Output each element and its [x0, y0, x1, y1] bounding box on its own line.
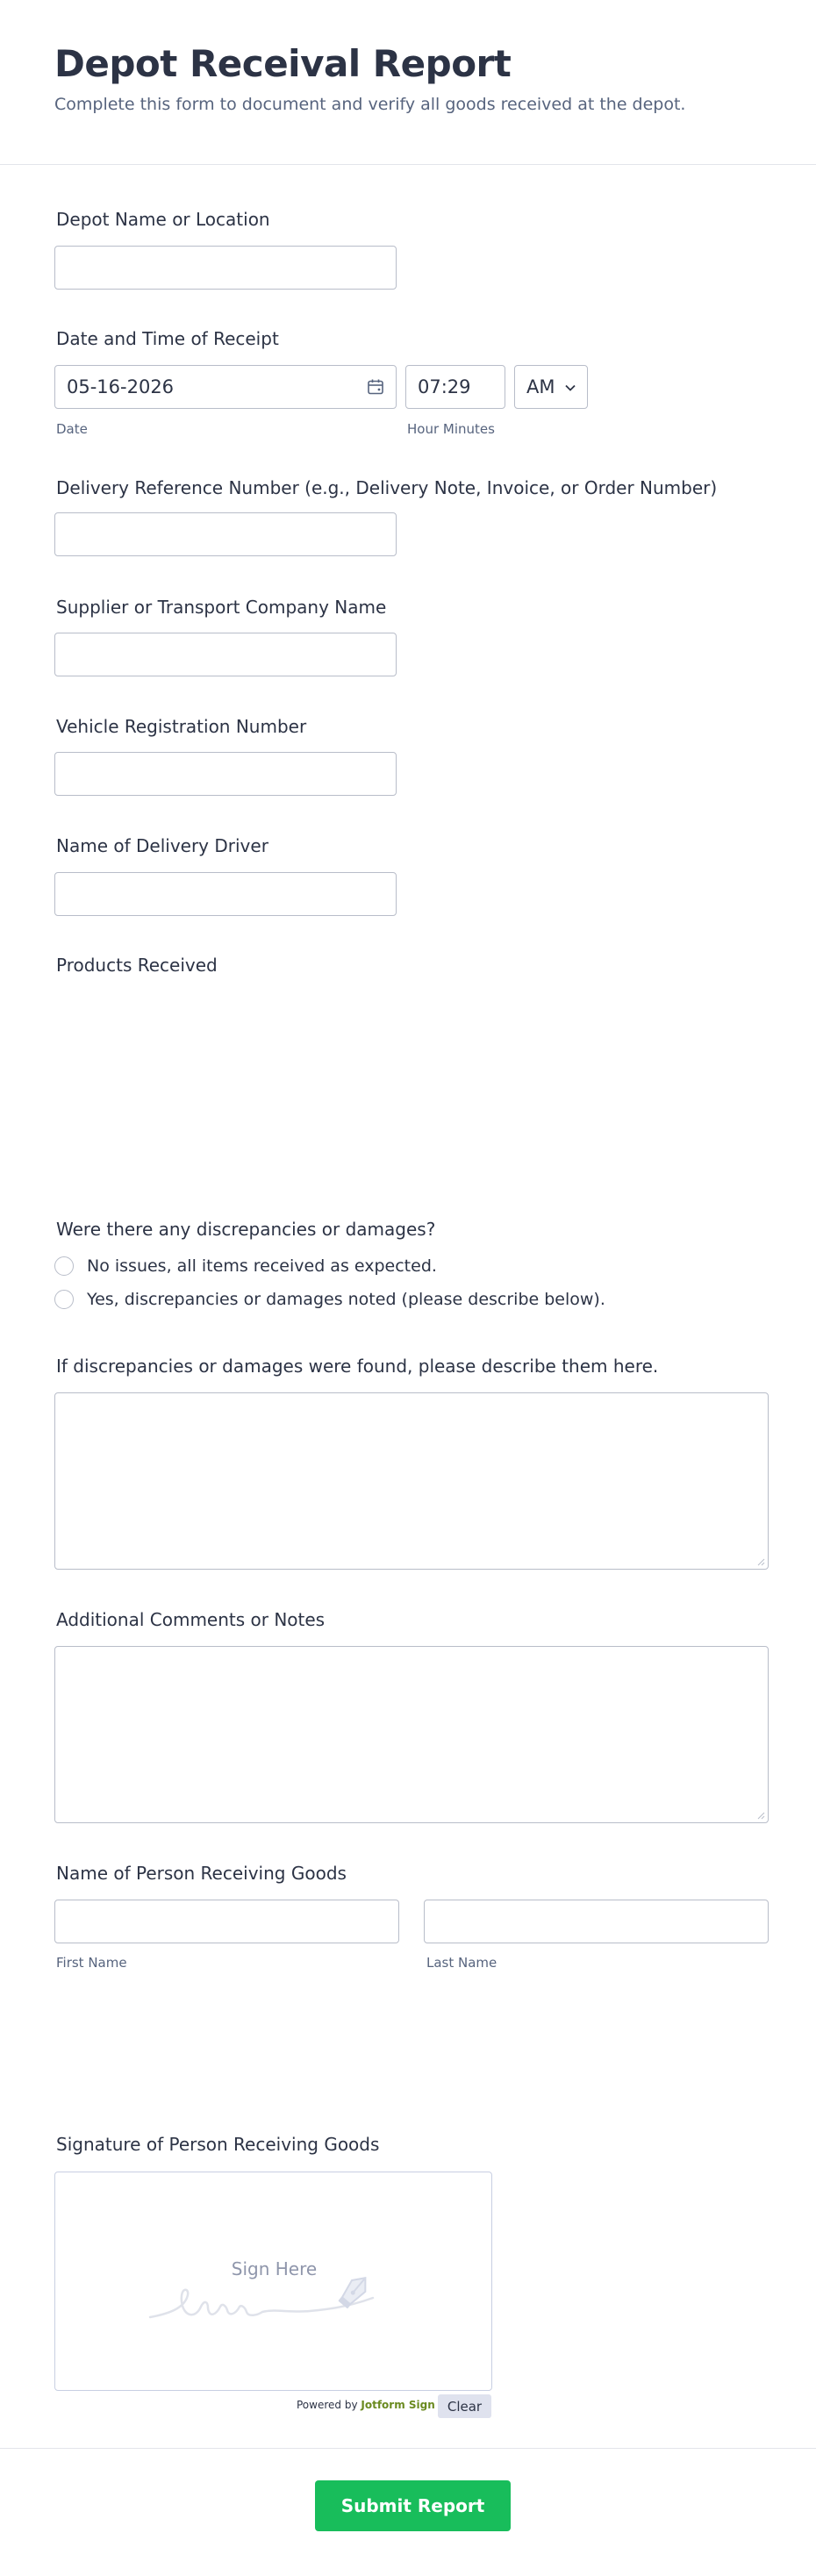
- chevron-down-icon: [564, 381, 576, 397]
- delivery-ref-input[interactable]: [54, 512, 397, 556]
- date-value: 05-16-2026: [67, 376, 175, 397]
- signature-label: Signature of Person Receiving Goods: [56, 2134, 380, 2155]
- calendar-icon[interactable]: [366, 377, 385, 400]
- receiver-first-name-input[interactable]: [54, 1900, 399, 1943]
- receiver-name-label: Name of Person Receiving Goods: [56, 1863, 347, 1884]
- signature-pad[interactable]: [54, 2172, 492, 2391]
- discrepancy-option-yes-label[interactable]: Yes, discrepancies or damages noted (please describe below).: [87, 1290, 605, 1309]
- resize-handle-icon[interactable]: [756, 1811, 765, 1820]
- ampm-select[interactable]: [514, 365, 588, 409]
- last-name-sublabel: Last Name: [426, 1955, 497, 1971]
- products-label: Products Received: [56, 955, 218, 976]
- discrepancy-option-no-radio[interactable]: [54, 1256, 74, 1276]
- date-input[interactable]: [54, 365, 397, 409]
- discrepancy-option-yes-radio[interactable]: [54, 1290, 74, 1309]
- vehicle-reg-input[interactable]: [54, 752, 397, 796]
- driver-name-input[interactable]: [54, 872, 397, 916]
- vehicle-reg-label: Vehicle Registration Number: [56, 716, 307, 737]
- datetime-label: Date and Time of Receipt: [56, 328, 279, 349]
- comments-label: Additional Comments or Notes: [56, 1609, 326, 1630]
- footer-divider: [0, 2448, 816, 2449]
- time-value: 07:29: [418, 376, 471, 397]
- submit-button[interactable]: Submit Report: [315, 2480, 511, 2531]
- discrepancies-label: Were there any discrepancies or damages?: [56, 1219, 436, 1240]
- date-sublabel: Date: [56, 421, 88, 437]
- form-title: Depot Receival Report: [54, 42, 512, 85]
- discrepancy-desc-label: If discrepancies or damages were found, please describe them here.: [56, 1356, 659, 1377]
- receiver-last-name-input[interactable]: [424, 1900, 769, 1943]
- header-divider: [0, 164, 816, 165]
- delivery-ref-label: Delivery Reference Number (e.g., Delivery Note, Invoice, or Order Number): [56, 477, 718, 498]
- supplier-label: Supplier or Transport Company Name: [56, 597, 387, 618]
- driver-name-label: Name of Delivery Driver: [56, 835, 268, 856]
- ampm-value: AM: [526, 376, 555, 397]
- form-subtitle: Complete this form to document and verify all goods received at the depot.: [54, 95, 686, 114]
- discrepancy-desc-textarea[interactable]: [54, 1392, 769, 1570]
- discrepancy-option-no-label[interactable]: No issues, all items received as expected.: [87, 1256, 437, 1276]
- supplier-input[interactable]: [54, 633, 397, 676]
- first-name-sublabel: First Name: [56, 1955, 127, 1971]
- jotform-sign-brand[interactable]: Jotform Sign: [361, 2399, 435, 2411]
- resize-handle-icon[interactable]: [756, 1557, 765, 1566]
- depot-name-input[interactable]: [54, 246, 397, 290]
- powered-by-label: Powered by: [297, 2399, 358, 2411]
- signature-clear-button[interactable]: Clear: [438, 2394, 491, 2418]
- signature-placeholder: Sign Here: [231, 2258, 318, 2279]
- depot-name-label: Depot Name or Location: [56, 209, 270, 230]
- time-input[interactable]: [405, 365, 505, 409]
- time-sublabel: Hour Minutes: [407, 421, 495, 437]
- powered-by-text: [297, 2399, 435, 2411]
- comments-textarea[interactable]: [54, 1646, 769, 1823]
- products-widget-area: [54, 986, 765, 1193]
